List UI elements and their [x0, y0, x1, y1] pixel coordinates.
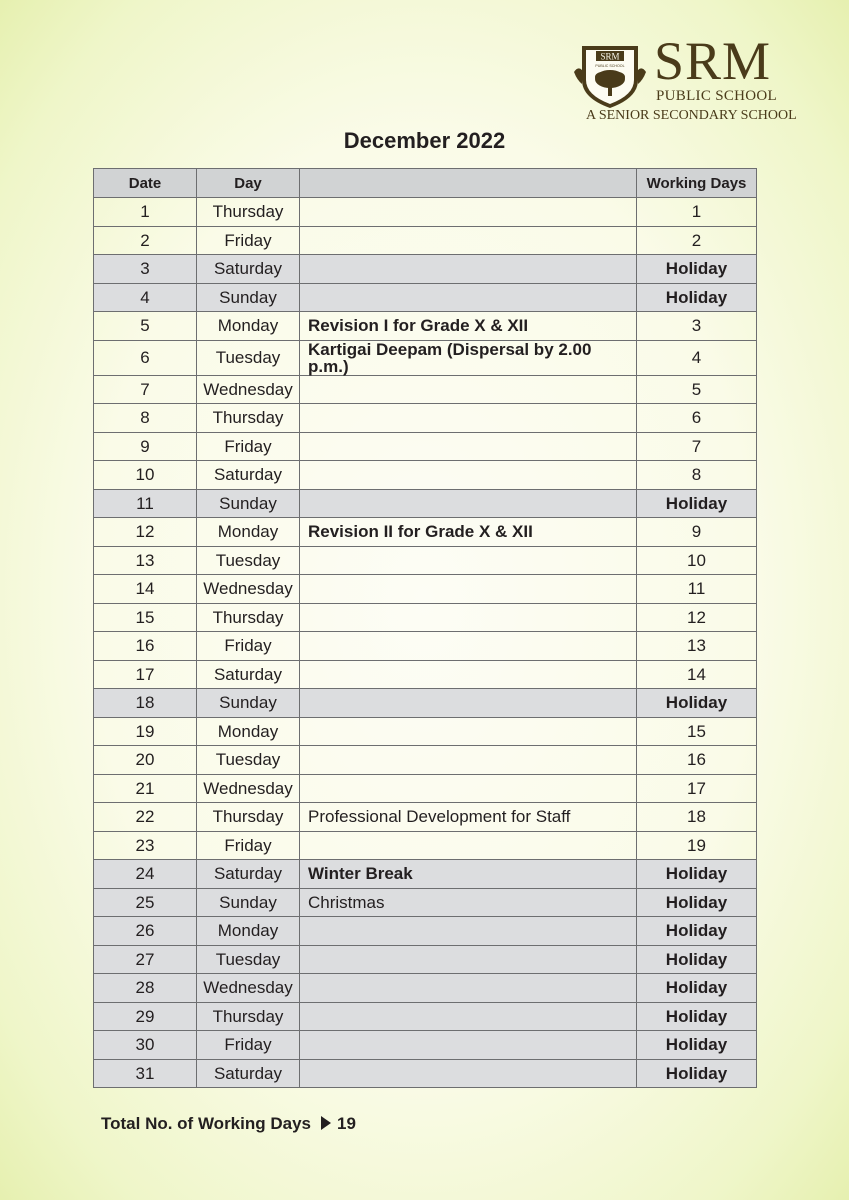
cell-date: 22 — [94, 803, 197, 832]
table-row — [94, 974, 757, 1003]
cell-date: 29 — [94, 1002, 197, 1031]
cell-working-days: 7 — [637, 432, 757, 461]
cell-event — [300, 283, 637, 312]
table-row — [94, 632, 757, 661]
table-row — [94, 283, 757, 312]
cell-date: 4 — [94, 283, 197, 312]
cell-day: Saturday — [197, 255, 300, 284]
cell-working-days: 11 — [637, 575, 757, 604]
cell-day: Monday — [197, 312, 300, 341]
table-row — [94, 518, 757, 547]
page-title: December 2022 — [343, 128, 506, 153]
cell-event — [300, 717, 637, 746]
cell-working-days: 10 — [637, 546, 757, 575]
cell-working-days: Holiday — [637, 489, 757, 518]
cell-working-days: Holiday — [637, 860, 757, 889]
table-row — [94, 1059, 757, 1088]
table-row — [94, 803, 757, 832]
tree-emblem-icon — [572, 40, 648, 110]
table-row — [94, 660, 757, 689]
cell-day: Monday — [197, 518, 300, 547]
cell-event — [300, 660, 637, 689]
cell-date: 30 — [94, 1031, 197, 1060]
cell-date: 7 — [94, 375, 197, 404]
table-row — [94, 689, 757, 718]
table-row — [94, 774, 757, 803]
cell-date: 25 — [94, 888, 197, 917]
table-row — [94, 917, 757, 946]
cell-day: Friday — [197, 432, 300, 461]
cell-day: Tuesday — [197, 945, 300, 974]
total-label: Total No. of Working Days — [101, 1114, 311, 1133]
table-row — [94, 1002, 757, 1031]
table-row — [94, 603, 757, 632]
cell-date: 3 — [94, 255, 197, 284]
cell-day: Sunday — [197, 689, 300, 718]
cell-day: Saturday — [197, 461, 300, 490]
header-day: Day — [197, 169, 300, 198]
cell-event: Christmas — [300, 888, 637, 917]
cell-working-days: Holiday — [637, 888, 757, 917]
cell-event: Revision I for Grade X & XII — [300, 312, 637, 341]
logo-subtitle: PUBLIC SCHOOL — [656, 88, 777, 104]
cell-date: 23 — [94, 831, 197, 860]
cell-working-days: 8 — [637, 461, 757, 490]
cell-day: Thursday — [197, 1002, 300, 1031]
cell-day: Sunday — [197, 489, 300, 518]
cell-day: Saturday — [197, 1059, 300, 1088]
table-row — [94, 255, 757, 284]
cell-date: 18 — [94, 689, 197, 718]
cell-date: 15 — [94, 603, 197, 632]
cell-event — [300, 974, 637, 1003]
cell-date: 17 — [94, 660, 197, 689]
cell-day: Monday — [197, 917, 300, 946]
table-row — [94, 717, 757, 746]
cell-date: 13 — [94, 546, 197, 575]
cell-date: 21 — [94, 774, 197, 803]
cell-event — [300, 689, 637, 718]
cell-event — [300, 1059, 637, 1088]
cell-working-days: 2 — [637, 226, 757, 255]
cell-day: Saturday — [197, 860, 300, 889]
cell-date: 27 — [94, 945, 197, 974]
cell-event — [300, 603, 637, 632]
cell-date: 1 — [94, 198, 197, 227]
total-value: 19 — [337, 1114, 356, 1133]
cell-day: Wednesday — [197, 974, 300, 1003]
cell-working-days: 13 — [637, 632, 757, 661]
header-working-days: Working Days — [637, 169, 757, 198]
cell-date: 16 — [94, 632, 197, 661]
cell-event — [300, 917, 637, 946]
cell-day: Wednesday — [197, 575, 300, 604]
emblem-text: SRM — [600, 51, 620, 62]
cell-date: 24 — [94, 860, 197, 889]
logo-name: SRM — [654, 31, 772, 91]
cell-working-days: Holiday — [637, 1002, 757, 1031]
cell-day: Friday — [197, 632, 300, 661]
calendar-body — [94, 198, 757, 1088]
cell-working-days: 3 — [637, 312, 757, 341]
cell-event: Revision II for Grade X & XII — [300, 518, 637, 547]
cell-date: 19 — [94, 717, 197, 746]
cell-working-days: 5 — [637, 375, 757, 404]
cell-date: 26 — [94, 917, 197, 946]
cell-working-days: 4 — [637, 340, 757, 375]
cell-working-days: Holiday — [637, 917, 757, 946]
cell-day: Tuesday — [197, 546, 300, 575]
cell-working-days: 1 — [637, 198, 757, 227]
school-logo — [572, 31, 797, 126]
cell-event: Professional Development for Staff — [300, 803, 637, 832]
cell-date: 20 — [94, 746, 197, 775]
cell-event — [300, 774, 637, 803]
cell-day: Tuesday — [197, 746, 300, 775]
table-row — [94, 312, 757, 341]
cell-day: Thursday — [197, 803, 300, 832]
cell-event — [300, 489, 637, 518]
cell-working-days: Holiday — [637, 689, 757, 718]
cell-day: Friday — [197, 226, 300, 255]
cell-event — [300, 226, 637, 255]
cell-event — [300, 945, 637, 974]
cell-date: 28 — [94, 974, 197, 1003]
table-row — [94, 340, 757, 375]
cell-day: Monday — [197, 717, 300, 746]
cell-working-days: Holiday — [637, 255, 757, 284]
cell-date: 9 — [94, 432, 197, 461]
total-working-days — [101, 1114, 356, 1134]
header-date: Date — [94, 169, 197, 198]
cell-date: 14 — [94, 575, 197, 604]
cell-day: Thursday — [197, 198, 300, 227]
cell-date: 31 — [94, 1059, 197, 1088]
header-event — [300, 169, 637, 198]
cell-date: 2 — [94, 226, 197, 255]
cell-working-days: Holiday — [637, 1031, 757, 1060]
cell-event — [300, 632, 637, 661]
table-row — [94, 831, 757, 860]
cell-date: 8 — [94, 404, 197, 433]
cell-working-days: 12 — [637, 603, 757, 632]
cell-event — [300, 746, 637, 775]
cell-event — [300, 1031, 637, 1060]
cell-event — [300, 575, 637, 604]
cell-day: Friday — [197, 1031, 300, 1060]
cell-date: 10 — [94, 461, 197, 490]
cell-working-days: 17 — [637, 774, 757, 803]
cell-day: Saturday — [197, 660, 300, 689]
cell-day: Tuesday — [197, 340, 300, 375]
table-row — [94, 546, 757, 575]
cell-event — [300, 546, 637, 575]
table-row — [94, 432, 757, 461]
table-row — [94, 746, 757, 775]
cell-event — [300, 255, 637, 284]
logo-tagline: A SENIOR SECONDARY SCHOOL — [586, 108, 797, 123]
cell-date: 12 — [94, 518, 197, 547]
cell-day: Sunday — [197, 888, 300, 917]
table-row — [94, 198, 757, 227]
cell-working-days: 16 — [637, 746, 757, 775]
cell-date: 11 — [94, 489, 197, 518]
cell-day: Wednesday — [197, 774, 300, 803]
cell-event — [300, 1002, 637, 1031]
cell-working-days: Holiday — [637, 1059, 757, 1088]
cell-day: Friday — [197, 831, 300, 860]
emblem-subtext: PUBLIC SCHOOL — [595, 64, 625, 68]
table-row — [94, 945, 757, 974]
cell-day: Wednesday — [197, 375, 300, 404]
cell-event — [300, 831, 637, 860]
table-row — [94, 888, 757, 917]
cell-date: 5 — [94, 312, 197, 341]
table-row — [94, 404, 757, 433]
table-row — [94, 575, 757, 604]
table-row — [94, 375, 757, 404]
table-row — [94, 226, 757, 255]
cell-day: Thursday — [197, 603, 300, 632]
cell-day: Thursday — [197, 404, 300, 433]
table-row — [94, 860, 757, 889]
cell-event — [300, 404, 637, 433]
table-row — [94, 1031, 757, 1060]
table-header-row — [94, 169, 757, 198]
cell-working-days: 15 — [637, 717, 757, 746]
table-row — [94, 489, 757, 518]
cell-event — [300, 461, 637, 490]
cell-event — [300, 432, 637, 461]
cell-working-days: 18 — [637, 803, 757, 832]
cell-event — [300, 198, 637, 227]
cell-date: 6 — [94, 340, 197, 375]
cell-event: Winter Break — [300, 860, 637, 889]
calendar-table — [93, 168, 757, 1088]
cell-working-days: Holiday — [637, 974, 757, 1003]
cell-event — [300, 375, 637, 404]
arrow-right-icon — [321, 1116, 331, 1130]
cell-working-days: 6 — [637, 404, 757, 433]
cell-working-days: 19 — [637, 831, 757, 860]
cell-event: Kartigai Deepam (Dispersal by 2.00 p.m.) — [300, 340, 637, 375]
cell-working-days: 14 — [637, 660, 757, 689]
cell-working-days: 9 — [637, 518, 757, 547]
cell-working-days: Holiday — [637, 945, 757, 974]
cell-day: Sunday — [197, 283, 300, 312]
cell-working-days: Holiday — [637, 283, 757, 312]
table-row — [94, 461, 757, 490]
